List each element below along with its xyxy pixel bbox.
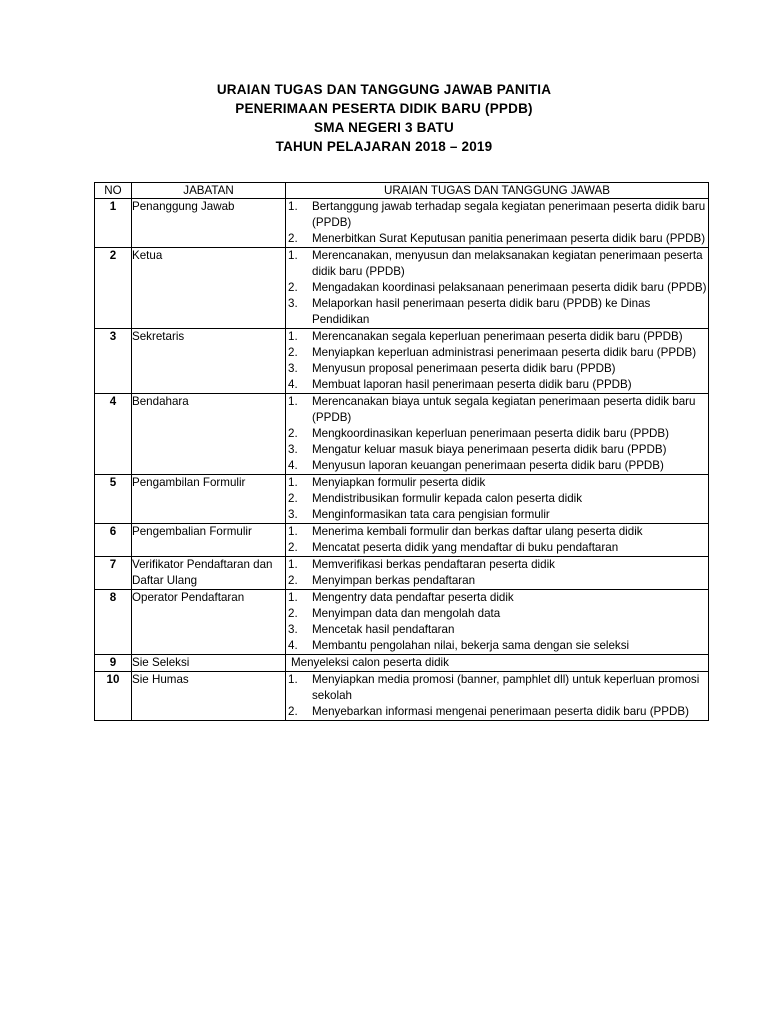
header-jabatan: JABATAN bbox=[132, 183, 286, 199]
duty-item bbox=[286, 329, 708, 345]
duty-text: Menginformasikan tata cara pengisian formulir bbox=[312, 508, 550, 521]
table-row bbox=[95, 199, 709, 248]
duty-number: 1. bbox=[288, 525, 298, 538]
duty-number: 4. bbox=[288, 459, 298, 472]
table-body bbox=[95, 199, 709, 721]
row-uraian bbox=[286, 590, 709, 655]
duty-item bbox=[286, 426, 708, 442]
table-row bbox=[95, 672, 709, 721]
duty-number: 2. bbox=[288, 492, 298, 505]
duty-list bbox=[286, 557, 708, 589]
row-number: 1 bbox=[95, 199, 132, 248]
duty-text: Menyiapkan media promosi (banner, pamphlet dll) untuk keperluan promosi sekolah bbox=[312, 673, 700, 702]
duty-item bbox=[286, 573, 708, 589]
duty-text: Menyeleksi calon peserta didik bbox=[291, 656, 449, 669]
table-row bbox=[95, 394, 709, 475]
table-row bbox=[95, 524, 709, 557]
duty-text: Merencanakan, menyusun dan melaksanakan kegiatan penerimaan peserta didik baru (PPDB) bbox=[312, 249, 703, 278]
duty-list bbox=[286, 524, 708, 556]
duty-item bbox=[286, 590, 708, 606]
table-row bbox=[95, 557, 709, 590]
duty-list bbox=[286, 475, 708, 523]
row-number: 8 bbox=[95, 590, 132, 655]
row-jabatan: Pengembalian Formulir bbox=[132, 524, 286, 557]
duty-number: 2. bbox=[288, 346, 298, 359]
row-uraian bbox=[286, 524, 709, 557]
row-uraian bbox=[286, 248, 709, 329]
duty-text: Membantu pengolahan nilai, bekerja sama dengan sie seleksi bbox=[312, 639, 630, 652]
duty-text: Menyebarkan informasi mengenai penerimaan peserta didik baru (PPDB) bbox=[312, 705, 689, 718]
duty-list bbox=[286, 329, 708, 393]
duty-number: 1. bbox=[288, 591, 298, 604]
row-uraian bbox=[286, 557, 709, 590]
header-uraian: URAIAN TUGAS DAN TANGGUNG JAWAB bbox=[286, 183, 709, 199]
duty-number: 2. bbox=[288, 574, 298, 587]
row-uraian bbox=[286, 475, 709, 524]
row-number: 10 bbox=[95, 672, 132, 721]
duty-number: 4. bbox=[288, 378, 298, 391]
duty-text: Menyimpan berkas pendaftaran bbox=[312, 574, 476, 587]
row-jabatan: Sie Humas bbox=[132, 672, 286, 721]
duty-number: 4. bbox=[288, 639, 298, 652]
row-number: 4 bbox=[95, 394, 132, 475]
row-jabatan: Verifikator Pendaftaran dan Daftar Ulang bbox=[132, 557, 286, 590]
duty-number: 2. bbox=[288, 427, 298, 440]
duty-text: Merencanakan biaya untuk segala kegiatan penerimaan peserta didik baru (PPDB) bbox=[312, 395, 696, 424]
table-row bbox=[95, 475, 709, 524]
table-header-row bbox=[95, 183, 709, 199]
duty-text: Memverifikasi berkas pendaftaran peserta didik bbox=[312, 558, 555, 571]
table-row bbox=[95, 590, 709, 655]
duty-item bbox=[286, 296, 708, 328]
title-line-2: PENERIMAAN PESERTA DIDIK BARU (PPDB) bbox=[235, 101, 533, 116]
duty-number: 2. bbox=[288, 541, 298, 554]
duty-text: Mengentry data pendaftar peserta didik bbox=[312, 591, 514, 604]
duty-text: Bertanggung jawab terhadap segala kegiatan penerimaan peserta didik baru (PPDB) bbox=[312, 200, 706, 229]
duty-item bbox=[286, 606, 708, 622]
duty-number: 2. bbox=[288, 232, 298, 245]
duty-item bbox=[286, 361, 708, 377]
duty-number: 3. bbox=[288, 362, 298, 375]
duty-number: 3. bbox=[288, 623, 298, 636]
duty-text: Mencetak hasil pendaftaran bbox=[312, 623, 455, 636]
duty-list bbox=[286, 199, 708, 247]
row-number: 2 bbox=[95, 248, 132, 329]
duty-number: 2. bbox=[288, 281, 298, 294]
duty-item bbox=[286, 231, 708, 247]
row-uraian bbox=[286, 655, 709, 672]
duty-item bbox=[286, 672, 708, 704]
duty-list bbox=[286, 672, 708, 720]
row-jabatan: Operator Pendaftaran bbox=[132, 590, 286, 655]
duty-text: Menyiapkan keperluan administrasi penerimaan peserta didik baru (PPDB) bbox=[312, 346, 697, 359]
row-jabatan: Ketua bbox=[132, 248, 286, 329]
table-row bbox=[95, 248, 709, 329]
title-line-4: TAHUN PELAJARAN 2018 – 2019 bbox=[275, 139, 493, 154]
duty-number: 2. bbox=[288, 607, 298, 620]
duty-item bbox=[286, 557, 708, 573]
duty-number: 1. bbox=[288, 395, 298, 408]
duty-item bbox=[286, 524, 708, 540]
row-jabatan: Bendahara bbox=[132, 394, 286, 475]
row-number: 7 bbox=[95, 557, 132, 590]
duty-text: Mengkoordinasikan keperluan penerimaan peserta didik baru (PPDB) bbox=[312, 427, 670, 440]
duty-number: 1. bbox=[288, 200, 298, 213]
duty-item bbox=[286, 345, 708, 361]
table-row bbox=[95, 329, 709, 394]
duty-text: Melaporkan hasil penerimaan peserta didik baru (PPDB) ke Dinas Pendidikan bbox=[312, 297, 651, 326]
row-number: 9 bbox=[95, 655, 132, 672]
duty-number: 1. bbox=[288, 673, 298, 686]
row-number: 6 bbox=[95, 524, 132, 557]
title-line-1: URAIAN TUGAS DAN TANGGUNG JAWAB PANITIA bbox=[216, 82, 552, 97]
duty-number: 1. bbox=[288, 558, 298, 571]
row-number: 3 bbox=[95, 329, 132, 394]
duty-text: Menyimpan data dan mengolah data bbox=[312, 607, 501, 620]
duty-text: Mengadakan koordinasi pelaksanaan penerimaan peserta didik baru (PPDB) bbox=[312, 281, 707, 294]
duty-text: Menerima kembali formulir dan berkas daftar ulang peserta didik bbox=[312, 525, 643, 538]
row-uraian bbox=[286, 394, 709, 475]
duty-item bbox=[286, 507, 708, 523]
duty-number: 2. bbox=[288, 705, 298, 718]
duty-list bbox=[286, 248, 708, 328]
duty-list bbox=[286, 394, 708, 474]
header-no: NO bbox=[95, 183, 132, 199]
row-number: 5 bbox=[95, 475, 132, 524]
duty-text: Menyiapkan formulir peserta didik bbox=[312, 476, 486, 489]
duty-item bbox=[286, 280, 708, 296]
duty-text: Mendistribusikan formulir kepada calon peserta didik bbox=[312, 492, 583, 505]
duty-text: Merencanakan segala keperluan penerimaan peserta didik baru (PPDB) bbox=[312, 330, 683, 343]
row-uraian bbox=[286, 672, 709, 721]
duty-item bbox=[286, 458, 708, 474]
duty-number: 3. bbox=[288, 443, 298, 456]
document-title bbox=[0, 80, 768, 156]
row-jabatan: Sie Seleksi bbox=[132, 655, 286, 672]
duty-list bbox=[286, 590, 708, 654]
duty-text: Menyusun proposal penerimaan peserta didik baru (PPDB) bbox=[312, 362, 616, 375]
duty-item bbox=[286, 442, 708, 458]
duty-text: Menerbitkan Surat Keputusan panitia penerimaan peserta didik baru (PPDB) bbox=[312, 232, 706, 245]
row-jabatan: Penanggung Jawab bbox=[132, 199, 286, 248]
row-uraian bbox=[286, 199, 709, 248]
duty-text: Membuat laporan hasil penerimaan peserta didik baru (PPDB) bbox=[312, 378, 632, 391]
duty-item bbox=[286, 540, 708, 556]
duty-item bbox=[286, 704, 708, 720]
duty-number: 3. bbox=[288, 508, 298, 521]
row-uraian bbox=[286, 329, 709, 394]
duty-number: 1. bbox=[288, 249, 298, 262]
duty-item bbox=[286, 199, 708, 231]
duty-text: Menyusun laporan keuangan penerimaan peserta didik baru (PPDB) bbox=[312, 459, 664, 472]
duties-table bbox=[94, 182, 709, 721]
row-jabatan: Pengambilan Formulir bbox=[132, 475, 286, 524]
duty-item bbox=[286, 622, 708, 638]
duty-number: 1. bbox=[288, 330, 298, 343]
duty-number: 1. bbox=[288, 476, 298, 489]
duty-item bbox=[286, 638, 708, 654]
title-line-3: SMA NEGERI 3 BATU bbox=[314, 120, 454, 135]
duty-number: 3. bbox=[288, 297, 298, 310]
row-jabatan: Sekretaris bbox=[132, 329, 286, 394]
duty-item bbox=[286, 248, 708, 280]
duty-item bbox=[286, 491, 708, 507]
duty-text: Mengatur keluar masuk biaya penerimaan peserta didik baru (PPDB) bbox=[312, 443, 667, 456]
duty-item bbox=[286, 475, 708, 491]
duty-text: Mencatat peserta didik yang mendaftar di buku pendaftaran bbox=[312, 541, 619, 554]
duty-item bbox=[286, 377, 708, 393]
table-row bbox=[95, 655, 709, 672]
duty-item bbox=[286, 394, 708, 426]
